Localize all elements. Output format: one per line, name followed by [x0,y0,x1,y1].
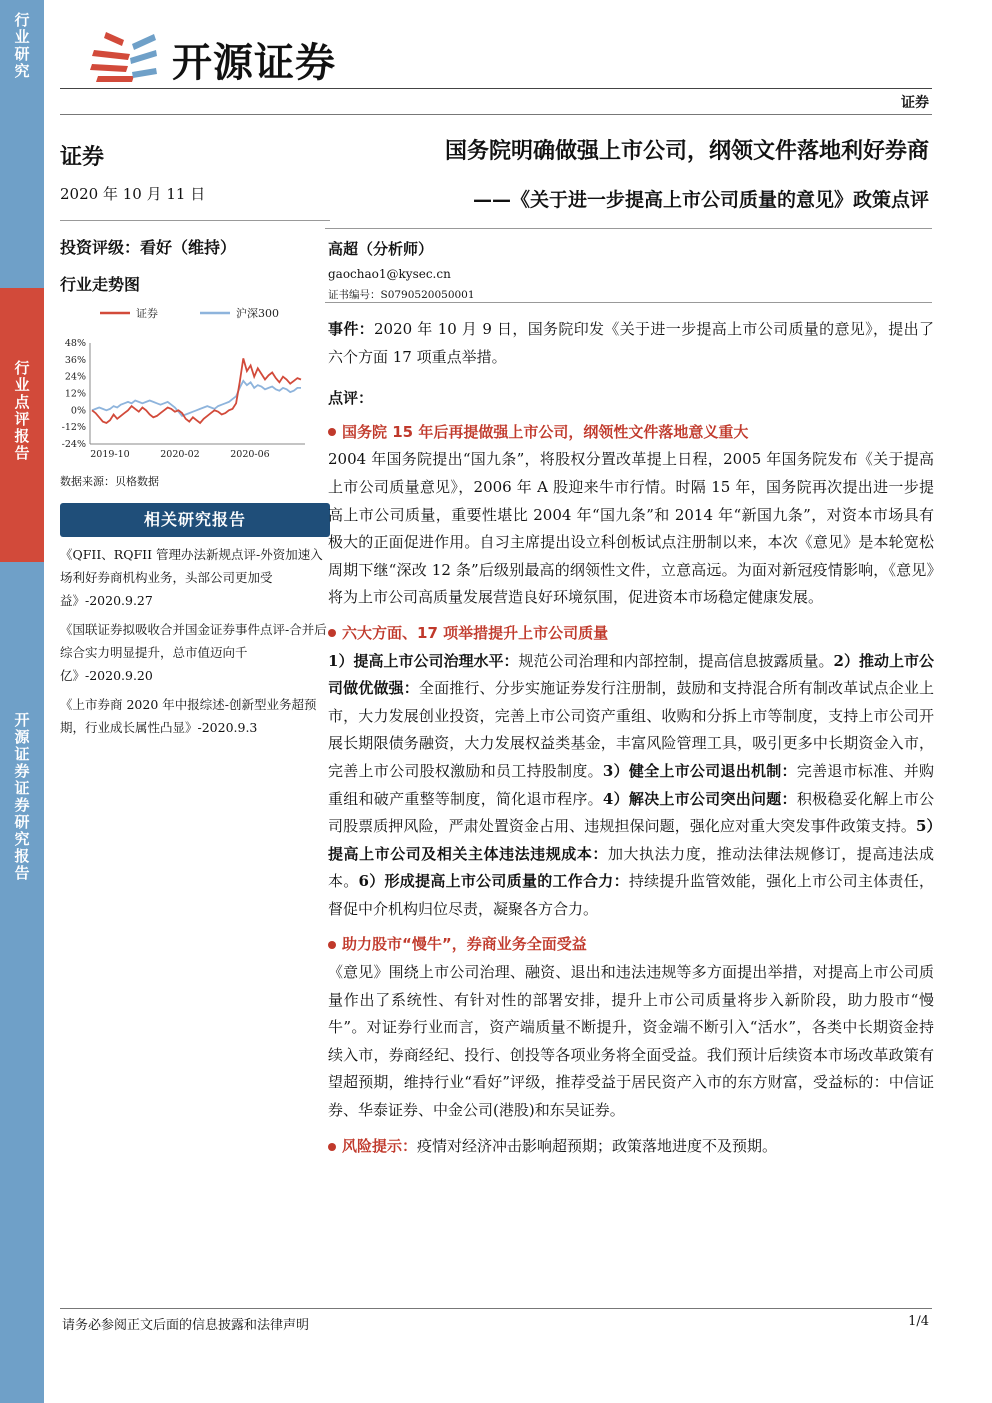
measure-label: 6）形成提高上市公司质量的工作合力： [358,872,629,891]
divider [60,220,330,221]
trend-chart [60,301,320,471]
event-label: 事件： [328,320,375,338]
bullet-icon [328,941,336,949]
section-heading-text: 六大方面、17 项举措提升上市公司质量 [342,623,609,642]
legend-label: 证券 [136,307,158,320]
measure-label: 5）提高上市公司及相关主体违法违规成本： [328,817,934,863]
bullet-icon [328,428,336,436]
report-date: 2020 年 10 月 11 日 [60,185,206,203]
y-tick-label: -24% [61,439,86,450]
header-rule [60,88,932,89]
related-report-link[interactable]: 《上市券商 2020 年中报综述-创新型业务超预期，行业成长属性凸显》-2020.9.3 [60,697,317,735]
brand-mark-icon [88,30,158,88]
risk-paragraph [328,1133,934,1161]
measure-text: 加大执法力度，推动法律法规修订，提高违法成本。 [328,844,934,891]
related-report-link[interactable]: 《QFII、RQFII 管理办法新规点评-外资加速入场利好券商机构业务，头部公司更加受益》-2020.9.27 [60,547,323,608]
left-column [60,132,330,739]
analyst-email[interactable]: gaochao1@kysec.cn [328,267,451,281]
measure-text: 积极稳妥化解上市公司股票质押风险，严肃处置资金占用、违规担保问题，强化应对重大突发事件政策支持。 [328,789,934,836]
measure-text: 全面推行、分步实施证券发行注册制，鼓励和支持混合所有制改革试点企业上市，大力发展创业投资，完善上市公司资产重组、收购和分拆上市等制度，支持上市公司开展长期限债务融资，大力发展权益类基金，丰富风险管理工具，吸引更多中长期资金入市，完善上市公司股权激励和员工持股制度。 [328,679,934,780]
side-band-industry-research [0,0,44,288]
x-tick-label: 2020-06 [230,449,270,460]
y-tick-label: 0% [70,405,86,417]
data-source: 数据来源：贝格数据 [60,475,159,488]
analyst-block [328,238,475,302]
series-line-csi300 [92,381,301,416]
measures-paragraph [328,648,934,924]
series-line-sector [92,358,301,423]
investment-rating: 投资评级：看好（维持） [60,238,237,257]
risk-label: 风险提示： [342,1136,418,1155]
measure-text: 完善退市标准、并购重组和破产重整等制度，简化退市程序。 [328,761,934,808]
footer-rule [60,1308,932,1309]
related-reports-title: 相关研究报告 [60,503,330,537]
trend-title: 行业走势图 [60,275,141,294]
y-tick-label: -12% [61,422,86,434]
report-body [328,316,934,1160]
sector-title: 证券 [60,145,105,170]
report-title: 国务院明确做强上市公司，纲领文件落地利好券商 [444,139,929,164]
section-heading [328,931,934,959]
brand-name: 开源证券 [172,39,336,86]
side-band-label: 开源证券证券研究报告 [12,712,31,882]
brand-logo [88,30,336,88]
section-heading [328,620,934,648]
related-report-link[interactable]: 《国联证券拟吸收合并国金证券事件点评-合并后综合实力明显提升，总市值迈向千亿》-2020.9.20 [60,622,327,683]
event-text: 2020 年 10 月 9 日，国务院印发《关于进一步提高上市公司质量的意见》，提出了六个方面 17 项重点举措。 [328,320,934,366]
x-tick-label: 2020-02 [160,449,200,460]
side-band [0,0,44,1403]
measure-text: 规范公司治理和内部控制，提高信息披露质量。 [518,651,834,670]
section-paragraph: 《意见》围绕上市公司治理、融资、退出和违法违规等多方面提出举措，对提高上市公司质量作出了系统性、有针对性的部署安排，提升上市公司质量将步入新阶段，助力股市“慢牛”。对证券行业而言，资产端质量不断提升，资金端不断引入“活水”，各类中长期资金持续入市，券商经纪、投行、创投等各项业务将全面受益。我们预计后续资本市场改革政策有望超预期，维持行业“看好”评级，推荐受益于居民资产入市的东方财富，受益标的：中信证券、华泰证券、中金公司(港股)和东吴证券。 [328,963,934,1120]
section-heading-text: 国务院 15 年后再提做强上市公司，纲领性文件落地意义重大 [342,422,749,441]
measure-label: 2）推动上市公司做优做强： [328,651,934,698]
section-paragraph: 2004 年国务院提出“国九条”，将股权分置改革提上日程，2005 年国务院发布《关于提高上市公司质量意见》，2006 年 A 股迎来牛市行情。时隔 15 年，国务院再次提出进一步提高上市公司质量，重要性堪比 2004 年“国九条”和 2014 年“新国九条”，对资本市场具有极大的正面促进作用。自习主席提出设立科创板试点注册制以来，本次《意见》是本轮宽松周期下继“深改 12 条”后级别最高的纲领性文件，立意高远。为面对新冠疫情影响，《意见》将为上市公司高质量发展营造良好环境氛围，促进资本市场稳定健康发展。 [328,450,934,607]
y-tick-label: 36% [64,354,86,366]
trend-chart-svg [60,301,320,471]
comment-label: 点评： [328,389,374,408]
measure-label: 3）健全上市公司退出机制： [602,761,797,780]
measure-label: 1）提高上市公司治理水平： [328,651,519,670]
side-band-label: 行业点评报告 [12,360,31,462]
divider [325,302,932,303]
analyst-cert: 证书编号：S0790520050001 [328,289,475,301]
y-tick-label: 48% [64,338,86,349]
bullet-icon [328,629,336,637]
risk-text: 疫情对经济冲击影响超预期；政策落地进度不及预期。 [417,1136,778,1155]
side-band-label: 行业研究 [12,12,31,80]
report-subtitle: ——《关于进一步提高上市公司质量的意见》政策点评 [472,189,929,211]
legend-label: 沪深300 [236,307,279,320]
header-rule-lower [60,114,932,115]
section-heading-text: 助力股市“慢牛”，券商业务全面受益 [342,935,587,954]
page-number: 1/4 [908,1314,929,1329]
x-tick-label: 2019-10 [90,449,130,460]
side-band-broker [0,562,44,1403]
header-category: 证券 [901,95,929,111]
footer-disclaimer: 请务必参阅正文后面的信息披露和法律声明 [62,1318,310,1333]
event-paragraph [328,316,934,371]
measure-text: 持续提升监管效能，强化上市公司主体责任，督促中介机构归位尽责，凝聚各方合力。 [328,872,934,918]
y-tick-label: 12% [64,388,86,400]
bullet-icon [328,1143,336,1151]
side-band-review [0,288,44,562]
measure-label: 4）解决上市公司突出问题： [602,789,797,808]
divider [325,228,932,229]
section-heading [328,419,934,447]
analyst-name: 高超（分析师） [328,240,434,258]
y-tick-label: 24% [64,371,86,383]
